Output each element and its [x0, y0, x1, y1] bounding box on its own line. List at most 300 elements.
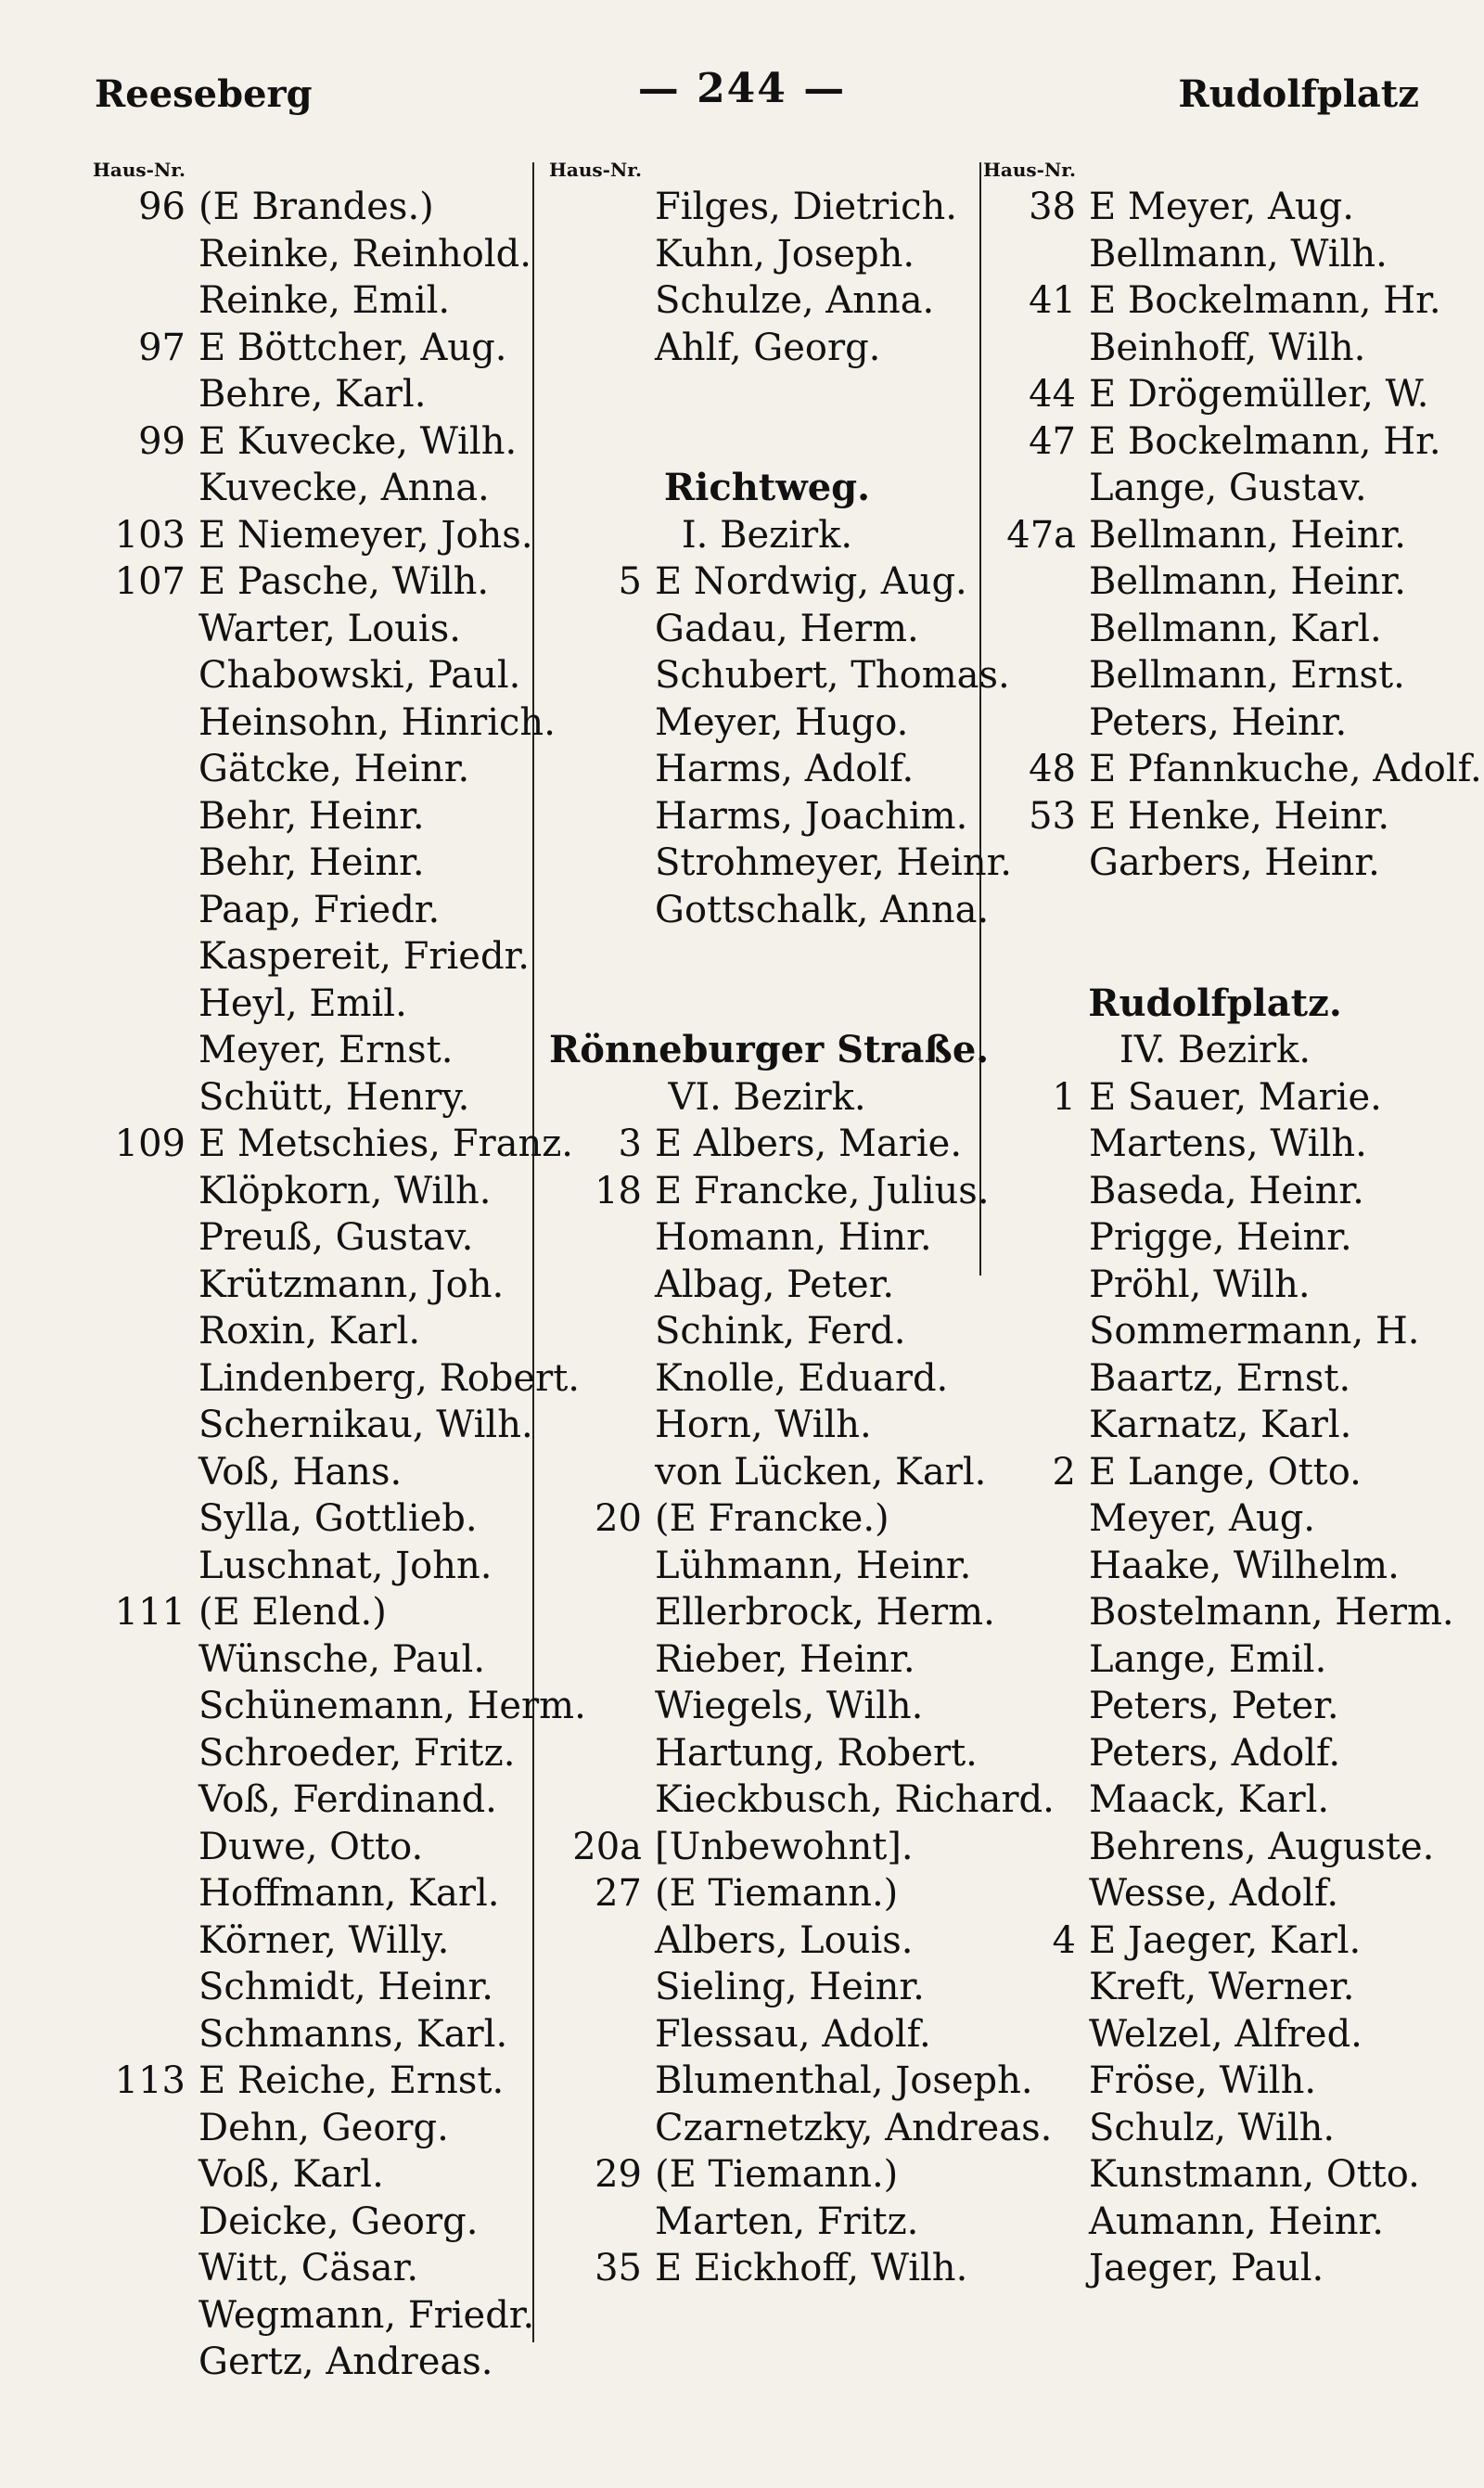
spacer [549, 418, 985, 466]
resident-name: E Eickhoff, Wilh. [655, 2247, 968, 2289]
resident-name: E Drögemüller, W. [1089, 373, 1429, 416]
resident-name: Meyer, Ernst. [198, 1029, 454, 1071]
house-number [93, 1636, 198, 1684]
house-number [983, 231, 1089, 278]
resident-name: Lange, Emil. [1089, 1637, 1327, 1681]
house-number [983, 1964, 1089, 2011]
resident-name: Gadau, Herm. [655, 607, 919, 650]
house-number [93, 371, 198, 418]
resident-name: Schmanns, Karl. [198, 2012, 508, 2056]
directory-entry [549, 325, 985, 372]
house-number [93, 1074, 198, 1122]
resident-name: Witt, Cäsar. [198, 2247, 419, 2289]
house-number: 103 [114, 513, 186, 557]
directory-entry [93, 1636, 529, 1684]
directory-entry [549, 1402, 985, 1449]
directory-entry [983, 1636, 1447, 1684]
resident-name: Schulze, Anna. [655, 279, 935, 322]
directory-entry [93, 1074, 529, 1122]
resident-name: Filges, Dietrich. [655, 186, 957, 228]
resident-name: Sommermann, H. [1089, 1310, 1420, 1353]
directory-entry [549, 1776, 1055, 1824]
directory-entry [549, 887, 990, 934]
resident-name: Lühmann, Heinr. [655, 1544, 972, 1587]
directory-entry [93, 2151, 529, 2199]
house-number [549, 1449, 655, 1496]
directory-entry [93, 558, 529, 606]
house-number [93, 1495, 198, 1543]
resident-name: Schubert, Thomas. [655, 654, 1010, 697]
resident-name: Kieckbusch, Richard. [655, 1778, 1055, 1821]
resident-name: E Niemeyer, Johs. [198, 513, 533, 557]
directory-entry [549, 2151, 985, 2199]
resident-name: Behr, Heinr. [198, 794, 425, 838]
house-number: 53 [1029, 794, 1076, 838]
house-number [549, 1730, 655, 1777]
resident-name: Chabowski, Paul. [198, 654, 521, 697]
directory-entry [549, 1449, 985, 1496]
directory-entry [549, 1308, 985, 1355]
resident-name: Bellmann, Karl. [1089, 607, 1382, 650]
directory-entry [93, 606, 529, 653]
house-number [549, 1262, 655, 1309]
directory-entry [93, 840, 529, 887]
directory-entry [983, 1214, 1447, 1262]
directory-column-1 [93, 156, 586, 2386]
house-number [983, 699, 1089, 747]
resident-name: Martens, Wilh. [1089, 1122, 1367, 1165]
resident-name: Wiegels, Wilh. [655, 1685, 924, 1727]
directory-entry [983, 793, 1447, 840]
directory-entry [983, 652, 1447, 699]
house-number [93, 746, 198, 793]
house-number [983, 1543, 1089, 1590]
resident-name: Marten, Fritz. [655, 2199, 919, 2243]
directory-entry [983, 1495, 1447, 1543]
directory-entry [983, 1262, 1447, 1309]
directory-entry [983, 1824, 1447, 1871]
resident-name: Harms, Joachim. [655, 794, 968, 838]
spacer [549, 371, 985, 418]
directory-entry [93, 2105, 529, 2152]
column-header: Haus-Nr. [549, 159, 642, 181]
resident-name: E Sauer, Marie. [1089, 1075, 1382, 1119]
directory-entry [983, 746, 1482, 793]
directory-entry [549, 1168, 990, 1215]
resident-name: Peters, Heinr. [1089, 700, 1348, 744]
resident-name: Flessau, Adolf. [655, 2012, 931, 2056]
directory-entry [549, 1824, 985, 1871]
district-heading: I. Bezirk. [681, 513, 853, 557]
resident-name: E Metschies, Franz. [198, 1122, 574, 1165]
house-number [549, 1964, 655, 2011]
directory-entry [983, 1776, 1447, 1824]
house-number: 2 [1052, 1450, 1076, 1494]
directory-entry [93, 699, 556, 747]
directory-entry [549, 2199, 985, 2246]
house-number [93, 887, 198, 934]
resident-name: E Kuvecke, Wilh. [198, 419, 518, 463]
resident-name: Maack, Karl. [1089, 1778, 1330, 1821]
house-number: 3 [618, 1122, 642, 1165]
directory-entry [93, 652, 529, 699]
directory-entry [93, 2199, 529, 2246]
house-number [93, 699, 198, 747]
resident-name: Schünemann, Herm. [198, 1685, 586, 1727]
directory-entry [983, 558, 1447, 606]
resident-name: Welzel, Alfred. [1089, 2012, 1362, 2056]
house-number [549, 2058, 655, 2105]
directory-entry [93, 1308, 529, 1355]
house-number [549, 1308, 655, 1355]
resident-name: (E Elend.) [198, 1591, 387, 1634]
directory-entry [549, 1495, 985, 1543]
resident-name: Garbers, Heinr. [1089, 841, 1380, 884]
column-divider [532, 162, 534, 2342]
directory-entry [983, 277, 1447, 325]
house-number: 48 [1029, 748, 1076, 790]
house-number [93, 840, 198, 887]
house-number [93, 1776, 198, 1824]
house-number [549, 2199, 655, 2246]
resident-name: Krützmann, Joh. [198, 1263, 505, 1306]
resident-name: Lindenberg, Robert. [198, 1356, 580, 1400]
directory-entry [93, 465, 529, 512]
resident-name: Prigge, Heinr. [1089, 1216, 1352, 1259]
resident-name: Pröhl, Wilh. [1089, 1263, 1311, 1306]
directory-entry [549, 1262, 985, 1309]
directory-entry [983, 231, 1447, 278]
directory-entry [983, 465, 1447, 512]
house-number: 29 [595, 2153, 642, 2196]
house-number [93, 1730, 198, 1777]
resident-name: von Lücken, Karl. [655, 1450, 987, 1494]
directory-entry [983, 2245, 1447, 2292]
house-number [549, 1214, 655, 1262]
house-number: 1 [1052, 1075, 1076, 1119]
directory-entry [983, 1917, 1447, 1965]
resident-name: Fröse, Wilh. [1089, 2059, 1317, 2102]
directory-entry [549, 1543, 985, 1590]
resident-name: Blumenthal, Joseph. [655, 2059, 1033, 2102]
directory-entry [93, 2058, 529, 2105]
house-number [549, 746, 655, 793]
house-number [983, 1776, 1089, 1824]
house-number: 111 [114, 1591, 186, 1634]
resident-name: Bellmann, Wilh. [1089, 232, 1388, 276]
house-number [983, 1355, 1089, 1403]
house-number [549, 699, 655, 747]
house-number: 96 [138, 186, 186, 228]
resident-name: Duwe, Otto. [198, 1825, 424, 1868]
resident-name: Baseda, Heinr. [1089, 1169, 1364, 1212]
directory-entry [93, 981, 529, 1028]
spacer [549, 981, 985, 1028]
resident-name: Bellmann, Heinr. [1089, 560, 1406, 603]
house-number [983, 1168, 1089, 1215]
resident-name: (E Tiemann.) [655, 2153, 899, 2196]
house-number [983, 2151, 1089, 2199]
resident-name: Gertz, Andreas. [198, 2341, 493, 2383]
resident-name: E Bockelmann, Hr. [1089, 419, 1441, 463]
directory-entry [983, 1543, 1447, 1590]
house-number [549, 652, 655, 699]
house-number [983, 1824, 1089, 1871]
directory-entry [983, 1402, 1447, 1449]
house-number [93, 2105, 198, 2152]
directory-entry [983, 2105, 1447, 2152]
resident-name: E Jaeger, Karl. [1089, 1918, 1362, 1962]
house-number: 38 [1029, 186, 1076, 228]
resident-name: E Lange, Otto. [1089, 1450, 1362, 1494]
resident-name: Roxin, Karl. [198, 1310, 421, 1353]
column-header: Haus-Nr. [983, 159, 1076, 181]
house-number [549, 2105, 655, 2152]
house-number [549, 887, 655, 934]
directory-entry [549, 2105, 1053, 2152]
resident-name: E Pfannkuche, Adolf. [1089, 748, 1482, 790]
house-number [983, 2245, 1089, 2292]
directory-entry [983, 1870, 1447, 1917]
resident-name: Deicke, Georg. [198, 2199, 479, 2243]
house-number [93, 1824, 198, 1871]
directory-entry [93, 1402, 533, 1449]
directory-entry [93, 2339, 529, 2386]
running-head-left: Reeseberg [95, 72, 313, 116]
resident-name: E Meyer, Aug. [1089, 186, 1354, 228]
directory-entry [983, 2199, 1447, 2246]
resident-name: Gottschalk, Anna. [655, 888, 990, 931]
resident-name: Reinke, Emil. [198, 279, 451, 322]
directory-entry [93, 184, 529, 231]
directory-entry [549, 1636, 985, 1684]
directory-entry [983, 512, 1447, 559]
house-number [93, 2199, 198, 2246]
resident-name: Homann, Hinr. [655, 1216, 932, 1259]
directory-entry [93, 1121, 574, 1168]
house-number [983, 1121, 1089, 1168]
resident-name: Rieber, Heinr. [655, 1637, 915, 1681]
resident-name: Klöpkorn, Wilh. [198, 1169, 492, 1212]
resident-name: Albers, Louis. [655, 1918, 914, 1962]
house-number [93, 1917, 198, 1965]
house-number [93, 1355, 198, 1403]
spacer [549, 933, 985, 981]
resident-name: (E Francke.) [655, 1497, 889, 1540]
house-number [983, 465, 1089, 512]
directory-entry [549, 1870, 985, 1917]
directory-entry [983, 1964, 1447, 2011]
house-number [549, 1917, 655, 1965]
house-number [983, 1636, 1089, 1684]
house-number [549, 325, 655, 372]
house-number [93, 465, 198, 512]
resident-name: E Pasche, Wilh. [198, 560, 490, 603]
resident-name: Behre, Karl. [198, 373, 427, 416]
resident-name: Voß, Karl. [198, 2153, 384, 2196]
directory-entry [983, 2058, 1447, 2105]
directory-entry [549, 277, 985, 325]
resident-name: Karnatz, Karl. [1089, 1404, 1352, 1446]
resident-name: Ellerbrock, Herm. [655, 1591, 995, 1634]
resident-name: Albag, Peter. [655, 1263, 895, 1306]
house-number [93, 2245, 198, 2292]
directory-entry [983, 371, 1447, 418]
house-number [549, 1683, 655, 1730]
resident-name: [Unbewohnt]. [655, 1825, 914, 1868]
house-number [983, 840, 1089, 887]
directory-entry [93, 1683, 586, 1730]
resident-name: Voß, Hans. [198, 1450, 403, 1494]
directory-entry [549, 1121, 985, 1168]
directory-entry [93, 1168, 529, 1215]
house-number [549, 1776, 655, 1824]
resident-name: Preuß, Gustav. [198, 1216, 474, 1259]
resident-name: Lange, Gustav. [1089, 467, 1367, 509]
house-number: 41 [1029, 279, 1076, 322]
house-number [983, 325, 1089, 372]
directory-entry [93, 1730, 529, 1777]
house-number [93, 1402, 198, 1449]
resident-name: Schulz, Wilh. [1089, 2106, 1336, 2149]
house-number [93, 793, 198, 840]
house-number [549, 1355, 655, 1403]
resident-name: Paap, Friedr. [198, 888, 441, 931]
house-number [983, 1214, 1089, 1262]
resident-name: Baartz, Ernst. [1089, 1356, 1351, 1400]
resident-name: Schütt, Henry. [198, 1075, 470, 1119]
directory-entry [93, 371, 529, 418]
resident-name: Reinke, Reinhold. [198, 232, 531, 276]
resident-name: Kuvecke, Anna. [198, 467, 490, 509]
directory-entry [983, 325, 1447, 372]
house-number: 97 [138, 326, 186, 369]
house-number [93, 1964, 198, 2011]
house-number [93, 933, 198, 981]
resident-name: Beinhoff, Wilh. [1089, 326, 1366, 369]
house-number [549, 840, 655, 887]
resident-name: Voß, Ferdinand. [198, 1778, 497, 1821]
directory-entry [93, 1449, 529, 1496]
directory-entry [93, 793, 529, 840]
directory-entry [983, 1355, 1447, 1403]
directory-entry [93, 1543, 529, 1590]
directory-entry [983, 1589, 1454, 1636]
house-number [93, 1449, 198, 1496]
resident-name: Wünsche, Paul. [198, 1637, 486, 1681]
directory-entry [983, 606, 1447, 653]
resident-name: Schink, Ferd. [655, 1310, 906, 1353]
house-number [549, 606, 655, 653]
house-number: 5 [618, 560, 642, 603]
resident-name: Peters, Adolf. [1089, 1731, 1341, 1775]
resident-name: Hoffmann, Karl. [198, 1872, 500, 1915]
house-number [93, 231, 198, 278]
directory-entry [549, 840, 1013, 887]
directory-entry [549, 1730, 985, 1777]
house-number: 35 [595, 2247, 642, 2289]
house-number [549, 1402, 655, 1449]
directory-entry [983, 1074, 1447, 1122]
directory-entry [983, 418, 1447, 466]
house-number [93, 1027, 198, 1074]
resident-name: Kunstmann, Otto. [1089, 2153, 1420, 2196]
house-number [549, 277, 655, 325]
column-header: Haus-Nr. [93, 159, 186, 181]
house-number [549, 1543, 655, 1590]
house-number [983, 1495, 1089, 1543]
house-number [93, 652, 198, 699]
house-number [983, 1402, 1089, 1449]
house-number [93, 1308, 198, 1355]
directory-entry [93, 933, 529, 981]
directory-entry [549, 746, 985, 793]
resident-name: Jaeger, Paul. [1089, 2247, 1324, 2289]
resident-name: Behr, Heinr. [198, 841, 425, 884]
directory-entry [983, 184, 1447, 231]
house-number: 20a [572, 1825, 642, 1868]
directory-entry [549, 652, 1010, 699]
resident-name: Horn, Wilh. [655, 1404, 872, 1446]
house-number [93, 1168, 198, 1215]
directory-entry [549, 793, 985, 840]
resident-name: Sylla, Gottlieb. [198, 1497, 478, 1540]
house-number [93, 277, 198, 325]
directory-column-3 [983, 156, 1482, 2292]
house-number: 47a [1006, 513, 1076, 557]
directory-entry [93, 1495, 529, 1543]
directory-entry [549, 1589, 995, 1636]
directory-entry [983, 1121, 1447, 1168]
resident-name: Kuhn, Joseph. [655, 232, 915, 276]
directory-entry [93, 1027, 529, 1074]
resident-name: Bellmann, Ernst. [1089, 654, 1405, 697]
resident-name: Bellmann, Heinr. [1089, 513, 1406, 557]
directory-entry [93, 2011, 529, 2058]
house-number [93, 2339, 198, 2386]
resident-name: E Böttcher, Aug. [198, 326, 507, 369]
house-number: 107 [114, 560, 186, 603]
house-number [549, 2011, 655, 2058]
resident-name: Behrens, Auguste. [1089, 1825, 1435, 1868]
resident-name: Wesse, Adolf. [1089, 1872, 1339, 1915]
directory-entry [549, 2245, 985, 2292]
house-number [983, 1683, 1089, 1730]
resident-name: Körner, Willy. [198, 1918, 450, 1962]
street-heading: Rudolfplatz. [1088, 981, 1342, 1025]
directory-entry [93, 1870, 529, 1917]
resident-name: Luschnat, John. [198, 1544, 493, 1587]
resident-name: Schroeder, Fritz. [198, 1731, 516, 1775]
house-number: 18 [595, 1169, 642, 1212]
house-number [983, 558, 1089, 606]
house-number [549, 1589, 655, 1636]
house-number [549, 184, 655, 231]
directory-entry [93, 2245, 529, 2292]
spacer [983, 933, 1447, 981]
directory-entry [93, 277, 529, 325]
resident-name: Bostelmann, Herm. [1089, 1591, 1454, 1634]
directory-entry [983, 1449, 1447, 1496]
house-number [983, 652, 1089, 699]
directory-entry [93, 231, 529, 278]
directory-entry [549, 2011, 985, 2058]
house-number [983, 2011, 1089, 2058]
house-number [93, 981, 198, 1028]
house-number [93, 1683, 198, 1730]
directory-entry [549, 1355, 985, 1403]
directory-entry [93, 512, 533, 559]
